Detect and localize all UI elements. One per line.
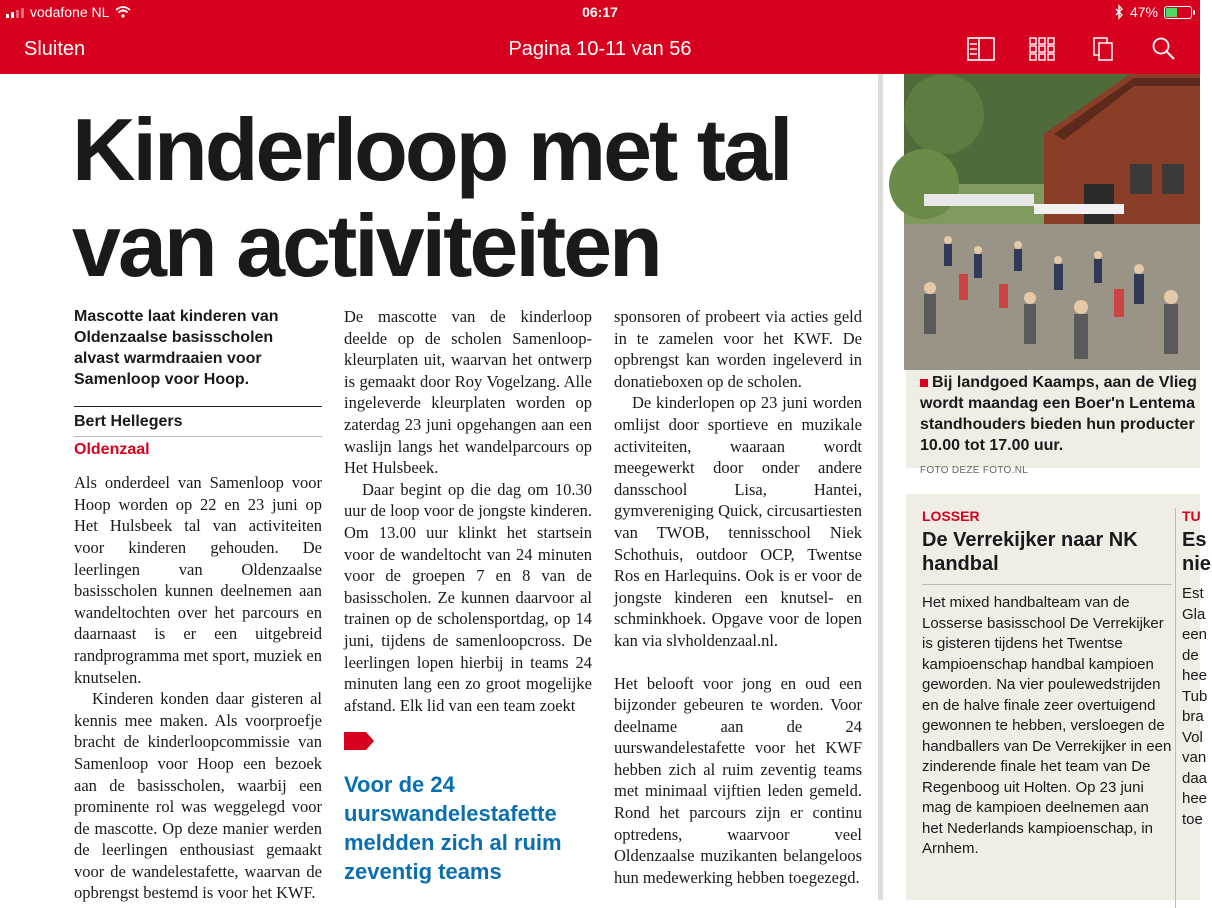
headline-line-1: Kinderloop met tal	[72, 100, 791, 199]
paragraph: Kinderen konden daar gisteren al kennis mee maken. Als voorproefje bracht de kinderloopcommissie van Samenloop voor Hoop een bezoek aan de basisscholen, waarbij een prominente rol was weggelegd voor de mascotte. Op deze manier werden de leerlingen enthousiast gemaakt voor de wandelestafette, waarvan de opbrengst bestemd is voor het KWF.	[74, 689, 322, 903]
search-icon[interactable]	[1150, 36, 1178, 62]
page-fold	[878, 74, 883, 900]
photo-caption: Bij landgoed Kaamps, aan de Vlieg wordt maandag een Boer'n Lentema standhouders bieden hun producter 10.00 tot 17.00 uur. FOTO DEZE FOTO.NL	[906, 370, 1200, 468]
nav-bar	[0, 26, 1200, 72]
sidebar-body: Het mixed handbalteam van de Losserse basisschool De Verrekijker is gisteren tijdens het Twentse kampioenschap handbal kampioen geworden. Na vier poulewedstrijden en de halve finale zeer overtuigend gewonnen te hebben, versloegen de handballers van De Verrekijker in een zinderende finale het team van De Regenboog uit Holten. Op 23 juni mag de kampioen deelnemen aan het Nederlands kampioenschap, in Arnhem.	[922, 594, 1172, 857]
article-column-2	[344, 306, 592, 716]
quote-arrow-icon	[344, 732, 374, 750]
pull-quote: Voor de 24 uurswandelestafette meldden zich al ruim zeventig teams	[344, 772, 562, 884]
bullet-square-icon	[920, 379, 928, 387]
list-view-icon[interactable]	[967, 36, 995, 62]
battery-percent: 47%	[1129, 4, 1158, 20]
bluetooth-icon	[1115, 5, 1124, 19]
paragraph: sponsoren of probeert via acties geld in te zamelen voor het KWF. De opbrengst kan worden ingeleverd in donatieboxen op de scholen.	[614, 307, 862, 391]
paragraph: Het belooft voor jong en oud een bijzonder gebeuren te worden. Voor deelname aan de 24 uurswandelestafette voor het KWF hebben zich al ruim zeventig teams met minimaal vijftien leden gemeld. Rond het parcours zijn er continu optredens, waarvoor veel Oldenzaalse muzikanten belangeloos hun medewerking hebben toegezegd.	[614, 673, 862, 887]
dateline-place: Oldenzaal	[74, 436, 322, 461]
news-photo	[904, 74, 1200, 370]
status-bar	[0, 0, 1200, 24]
page-indicator: Pagina 10-11 van 56	[508, 38, 692, 60]
headline-line-2: van activiteiten	[72, 196, 660, 295]
clock: 06:17	[582, 4, 618, 20]
sidebar-title: De Verrekijker naar NK handbal	[922, 528, 1172, 585]
newspaper-page[interactable]	[0, 74, 1211, 903]
article-headline	[72, 102, 872, 294]
pages-icon[interactable]	[1089, 36, 1117, 62]
battery-icon	[1164, 6, 1192, 19]
paragraph: De kinderlopen op 23 juni worden omlijst door sportieve en muzikale activiteiten, waaraan wordt meegewerkt door onder andere dansschool Lisa, Hantei, gymvereniging Quick, circusartiesten van TWOB, tennisschool Niek Schothuis, outdoor OCP, Twentse Ros en Harlequins. Ook is er voor de jongste kinderen een knutsel- en schminkhoek. Opgave voor de lopen kan via slvholdenzaal.nl.	[614, 393, 862, 650]
top-bar	[0, 0, 1200, 74]
article-intro: Mascotte laat kinderen van Oldenzaalse basisscholen alvast warmdraaien voor Samenloop voor Hoop.	[74, 308, 279, 388]
next-article-peek: TU Es nie Est Gla een de hee Tub bra Vol van daa hee toe	[1182, 508, 1211, 828]
carrier-label: vodafone NL	[30, 4, 110, 20]
column-rule	[1175, 508, 1176, 908]
photo-credit: FOTO DEZE FOTO.NL	[920, 465, 1029, 476]
grid-view-icon[interactable]	[1028, 36, 1056, 62]
paragraph: De mascotte van de kinderloop deelde op de scholen Samenloop-kleurplaten uit, waarvan het ontwerp is gemaakt door Roy Vogelzang. Alle ingeleverde kleurplaten worden op zaterdag 23 juni opgehangen aan een waslijn langs het wandelparcours op Het Hulsbeek.	[344, 307, 592, 478]
sidebar-article	[906, 494, 1211, 900]
article-column-3	[614, 306, 862, 888]
article-column-1	[74, 306, 322, 904]
paragraph: Daar begint op die dag om 10.30 uur de loop voor de jongste kinderen. Om 13.00 uur klinkt het startsein voor de wandeltocht van 24 minuten voor de groepen 7 en 8 van de basisscholen. Ze kunnen daarvoor al trainen op de scholensportdag, op 14 juni, tijdens de samenloopcross. De leerlingen lopen hierbij in teams 24 minuten lang een zo groot mogelijke afstand. Elk lid van een team zoekt	[344, 479, 592, 715]
close-button[interactable]: Sluiten	[24, 38, 86, 60]
sidebar-kicker: LOSSER	[922, 508, 980, 524]
author-byline: Bert Hellegers	[74, 406, 322, 433]
paragraph: Als onderdeel van Samenloop voor Hoop worden op 22 en 23 juni op Het Hulsbeek tal van activiteiten voor kinderen gehouden. De leerlingen van Oldenzaalse basisscholen kunnen deelnemen aan wandeltochten over het parcours en daarnaast is er een uitgebreid randprogramma met sport, muziek en knutselen.	[74, 473, 322, 687]
